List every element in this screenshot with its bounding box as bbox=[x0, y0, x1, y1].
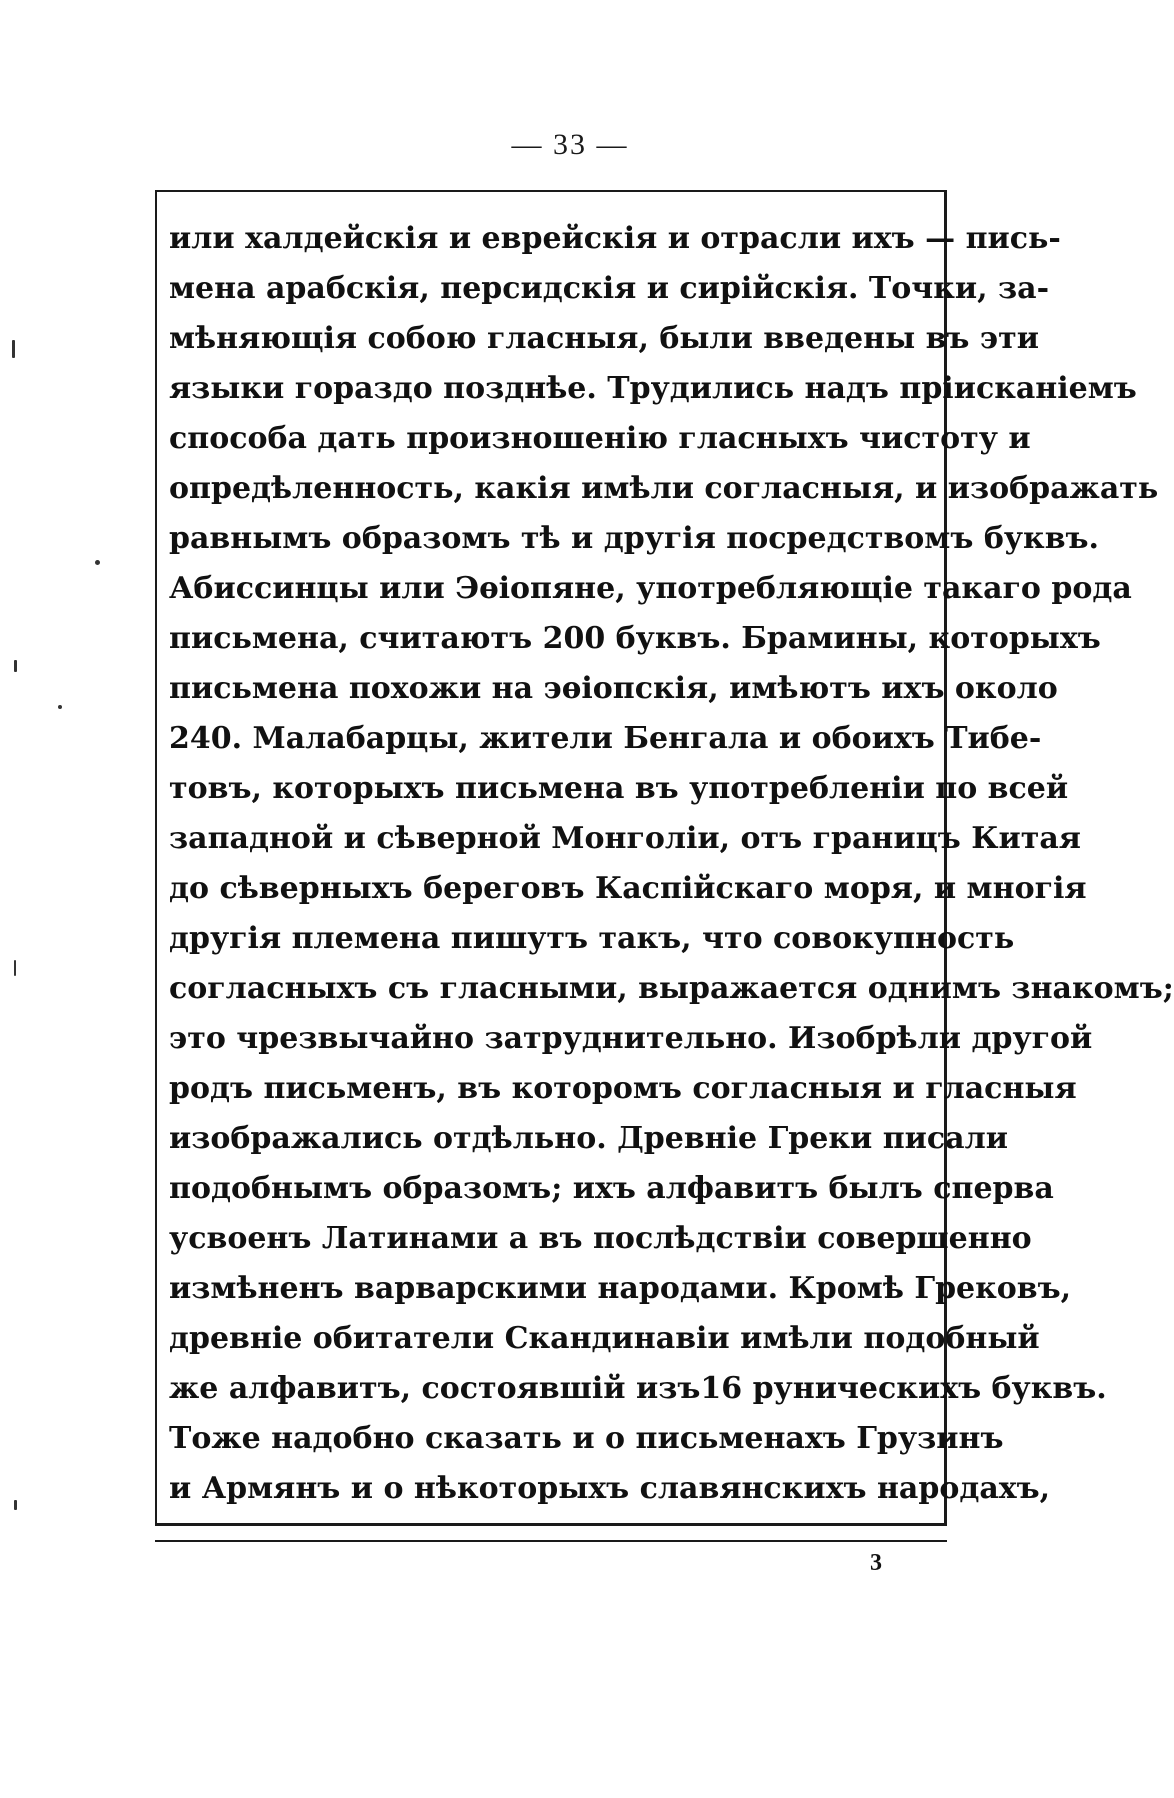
text-line: западной и сѣверной Монголіи, отъ границъ Китая bbox=[169, 821, 1081, 856]
text-line: опредѣленность, какія имѣли согласныя, и изображать bbox=[169, 471, 1159, 506]
body-text bbox=[169, 214, 1174, 1514]
text-line: это чрезвычайно затруднительно. Изобрѣли другой bbox=[169, 1021, 1093, 1056]
scan-speck bbox=[58, 705, 62, 709]
text-line: 240. Малабарцы, жители Бенгала и обоихъ Тибе- bbox=[169, 721, 1042, 756]
page-number: — 33 — bbox=[511, 128, 629, 161]
text-line: измѣненъ варварскими народами. Кромѣ Грековъ, bbox=[169, 1271, 1072, 1306]
text-line: до сѣверныхъ береговъ Каспійскаго моря, и многія bbox=[169, 871, 1087, 906]
text-line: языки гораздо позднѣе. Трудились надъ пріисканіемъ bbox=[169, 371, 1137, 406]
scan-speck bbox=[14, 960, 16, 976]
text-frame bbox=[155, 190, 1174, 1526]
text-line: древніе обитатели Скандинавіи имѣли подобный bbox=[169, 1321, 1040, 1356]
text-line: мѣняющія собою гласныя, были введены въ эти bbox=[169, 321, 1039, 356]
text-line: согласныхъ съ гласными, выражается однимъ знакомъ; bbox=[169, 971, 1174, 1006]
text-line: письмена похожи на эѳіопскія, имѣютъ ихъ около bbox=[169, 671, 1058, 706]
text-line: родъ письменъ, въ которомъ согласныя и гласныя bbox=[169, 1071, 1077, 1106]
text-line: подобнымъ образомъ; ихъ алфавитъ былъ сперва bbox=[169, 1171, 1054, 1206]
signature-mark: 3 bbox=[870, 1550, 882, 1576]
text-line: способа дать произношенію гласныхъ чистоту и bbox=[169, 421, 1031, 456]
text-line: другія племена пишутъ такъ, что совокупность bbox=[169, 921, 1015, 956]
scan-speck bbox=[12, 340, 15, 358]
text-line: равнымъ образомъ тѣ и другія посредствомъ буквъ. bbox=[169, 521, 1099, 556]
text-line: или халдейскія и еврейскія и отрасли ихъ — пись- bbox=[169, 221, 1061, 256]
text-line: изображались отдѣльно. Древніе Греки писали bbox=[169, 1121, 1009, 1156]
text-line: же алфавитъ, состоявшій изъ16 руническихъ буквъ. bbox=[169, 1371, 1107, 1406]
text-line: мена арабскія, персидскія и сирійскія. Точки, за- bbox=[169, 271, 1050, 306]
text-line: письмена, считаютъ 200 буквъ. Брамины, которыхъ bbox=[169, 621, 1101, 656]
text-line: товъ, которыхъ письмена въ употребленіи по всей bbox=[169, 771, 1069, 806]
bottom-rule bbox=[155, 1540, 947, 1542]
text-line: Тоже надобно сказать и о письменахъ Грузинъ bbox=[169, 1421, 1004, 1456]
text-line: Абиссинцы или Эѳіопяне, употребляющіе такаго рода bbox=[169, 571, 1132, 606]
scan-speck bbox=[14, 1500, 17, 1510]
scan-speck bbox=[14, 660, 17, 672]
scan-speck bbox=[95, 560, 100, 565]
text-line: и Армянъ и о нѣкоторыхъ славянскихъ народахъ, bbox=[169, 1471, 1051, 1506]
text-line: усвоенъ Латинами а въ послѣдствіи совершенно bbox=[169, 1221, 1032, 1256]
